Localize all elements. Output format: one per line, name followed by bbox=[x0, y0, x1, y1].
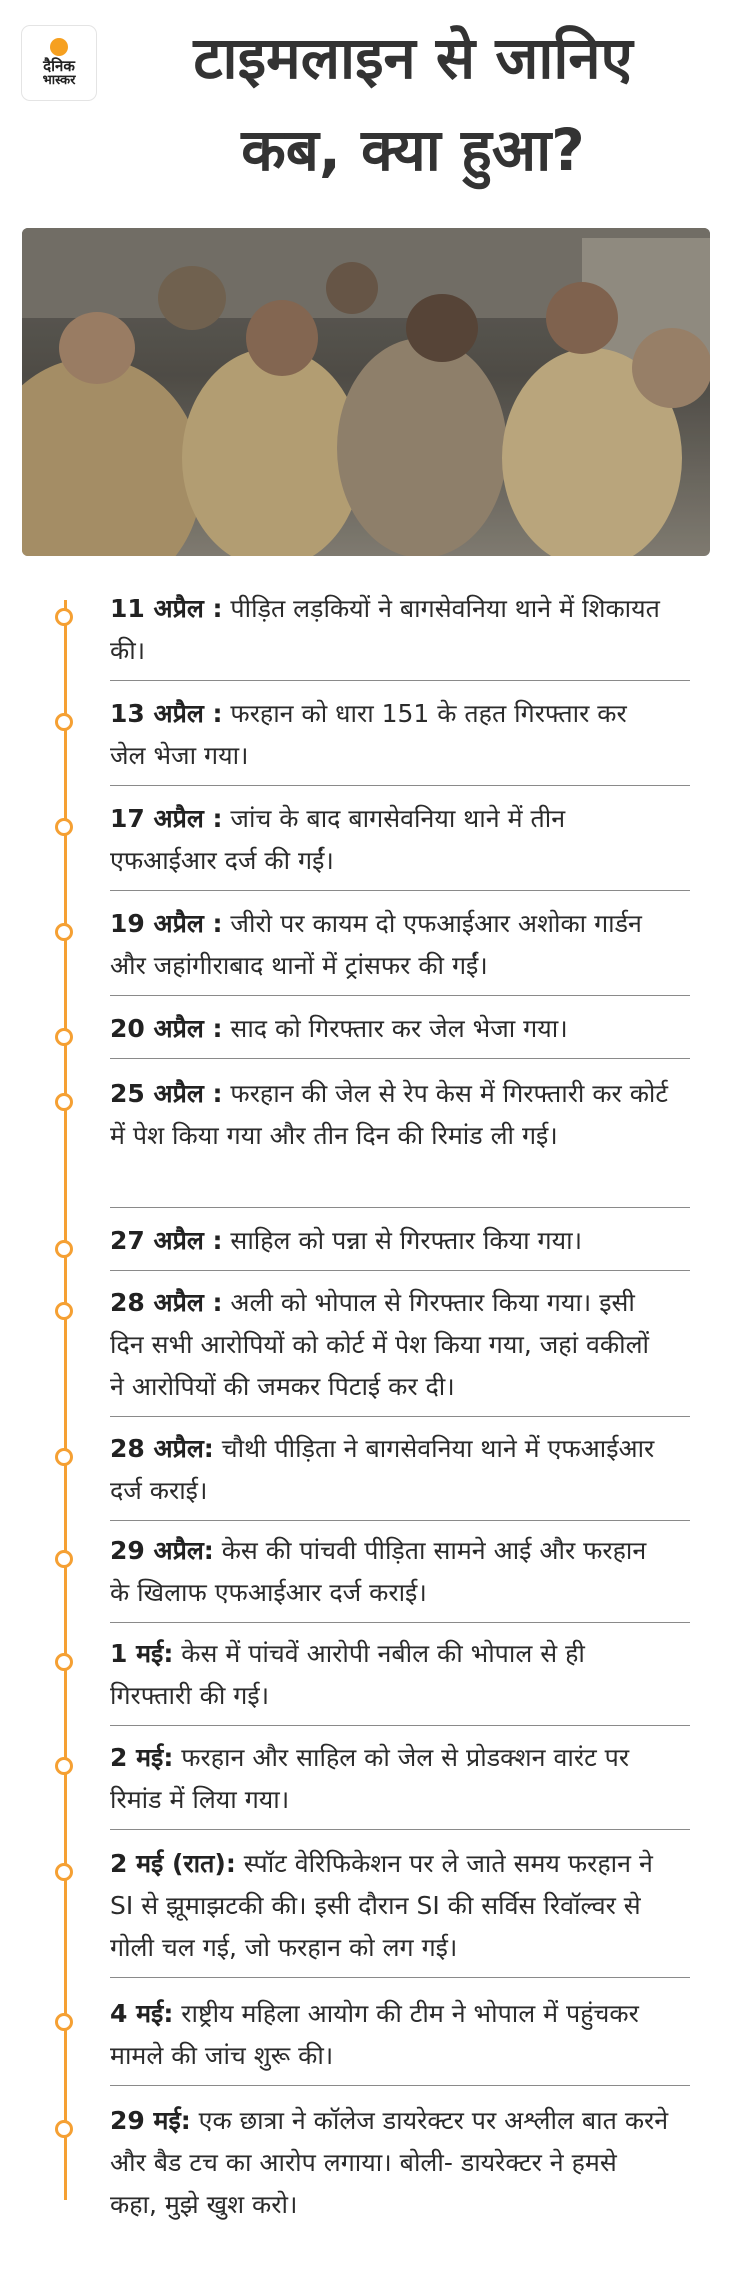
timeline-event bbox=[110, 1633, 670, 1717]
timeline-event bbox=[110, 1993, 670, 2077]
timeline-event bbox=[110, 798, 670, 882]
timeline-dot bbox=[55, 1093, 73, 1111]
news-photo bbox=[22, 228, 710, 556]
event-date: 20 अप्रैल : bbox=[110, 1014, 223, 1043]
timeline-event bbox=[110, 1843, 670, 1969]
event-date: 13 अप्रैल : bbox=[110, 699, 223, 728]
timeline-dot bbox=[55, 2120, 73, 2138]
event-separator bbox=[110, 1058, 690, 1059]
event-separator bbox=[110, 785, 690, 786]
timeline-event bbox=[110, 1282, 670, 1408]
event-separator bbox=[110, 1416, 690, 1417]
event-separator bbox=[110, 1622, 690, 1623]
timeline-dot bbox=[55, 1448, 73, 1466]
timeline-dot bbox=[55, 1863, 73, 1881]
event-text: स्पॉट वेरिफिकेशन पर ले जाते समय फरहान ने SI से झूमाझटकी की। इसी दौरान SI की सर्विस रिवॉल्वर से गोली चल गई, जो फरहान को लग गई। bbox=[110, 1849, 653, 1962]
event-date: 19 अप्रैल : bbox=[110, 909, 223, 938]
event-date: 1 मई: bbox=[110, 1639, 174, 1668]
timeline-line bbox=[64, 600, 67, 2200]
timeline-event bbox=[110, 1220, 670, 1262]
timeline-event bbox=[110, 1428, 670, 1512]
timeline-event bbox=[110, 588, 670, 672]
timeline-dot bbox=[55, 1757, 73, 1775]
event-separator bbox=[110, 1520, 690, 1521]
headline-line-2: कब, क्या हुआ? bbox=[241, 116, 585, 184]
event-date: 29 अप्रैल: bbox=[110, 1536, 214, 1565]
timeline-dot bbox=[55, 818, 73, 836]
event-separator bbox=[110, 1725, 690, 1726]
timeline-event bbox=[110, 1008, 670, 1050]
timeline-dot bbox=[55, 2013, 73, 2031]
sun-icon bbox=[50, 38, 68, 56]
event-text: राष्ट्रीय महिला आयोग की टीम ने भोपाल में पहुंचकर मामले की जांच शुरू की। bbox=[110, 1999, 639, 2070]
event-separator bbox=[110, 1977, 690, 1978]
timeline-event bbox=[110, 1073, 670, 1157]
event-date: 2 मई (रात): bbox=[110, 1849, 236, 1878]
event-text: जांच के बाद बागसेवनिया थाने में तीन एफआईआर दर्ज की गईं। bbox=[110, 804, 566, 875]
event-date: 28 अप्रैल : bbox=[110, 1288, 223, 1317]
event-separator bbox=[110, 890, 690, 891]
timeline-event bbox=[110, 903, 670, 987]
event-text: चौथी पीड़िता ने बागसेवनिया थाने में एफआईआर दर्ज कराई। bbox=[110, 1434, 655, 1505]
dainik-bhaskar-logo bbox=[22, 26, 96, 100]
event-separator bbox=[110, 995, 690, 996]
event-date: 29 मई: bbox=[110, 2106, 191, 2135]
event-separator bbox=[110, 680, 690, 681]
timeline-event bbox=[110, 1737, 670, 1821]
event-separator bbox=[110, 2085, 690, 2086]
event-text: साद को गिरफ्तार कर जेल भेजा गया। bbox=[222, 1014, 568, 1043]
event-text: केस में पांचवें आरोपी नबील की भोपाल से ही गिरफ्तारी की गई। bbox=[110, 1639, 585, 1710]
police-crowd-illustration bbox=[22, 228, 710, 556]
event-text: फरहान को धारा 151 के तहत गिरफ्तार कर जेल भेजा गया। bbox=[110, 699, 627, 770]
event-date: 25 अप्रैल : bbox=[110, 1079, 223, 1108]
event-text: अली को भोपाल से गिरफ्तार किया गया। इसी दिन सभी आरोपियों को कोर्ट में पेश किया गया, जहां वकीलों ने आरोपियों की जमकर पिटाई कर दी। bbox=[110, 1288, 649, 1401]
headline-line-1: टाइमलाइन से जानिए bbox=[193, 24, 633, 92]
event-text: जीरो पर कायम दो एफआईआर अशोका गार्डन और जहांगीराबाद थानों में ट्रांसफर की गईं। bbox=[110, 909, 642, 980]
event-date: 28 अप्रैल: bbox=[110, 1434, 214, 1463]
timeline-dot bbox=[55, 1653, 73, 1671]
timeline-event bbox=[110, 1530, 670, 1614]
event-date: 17 अप्रैल : bbox=[110, 804, 223, 833]
event-text: फरहान की जेल से रेप केस में गिरफ्तारी कर कोर्ट में पेश किया गया और तीन दिन की रिमांड ली गई। bbox=[110, 1079, 669, 1150]
timeline-dot bbox=[55, 1550, 73, 1568]
timeline-dot bbox=[55, 1028, 73, 1046]
logo-line-1: दैनिक bbox=[43, 57, 75, 75]
event-text: फरहान और साहिल को जेल से प्रोडक्शन वारंट पर रिमांड में लिया गया। bbox=[110, 1743, 630, 1814]
event-date: 11 अप्रैल : bbox=[110, 594, 223, 623]
event-text: पीड़ित लड़कियों ने बागसेवनिया थाने में शिकायत की। bbox=[110, 594, 660, 665]
event-text: एक छात्रा ने कॉलेज डायरेक्टर पर अश्लील बात करने और बैड टच का आरोप लगाया। बोली- डायरेक्टर ने हमसे कहा, मुझे खुश करो। bbox=[110, 2106, 669, 2219]
timeline-dot bbox=[55, 923, 73, 941]
event-separator bbox=[110, 1829, 690, 1830]
timeline-dot bbox=[55, 1302, 73, 1320]
logo-line-2: भास्कर bbox=[42, 73, 76, 88]
event-date: 4 मई: bbox=[110, 1999, 174, 2028]
timeline-dot bbox=[55, 713, 73, 731]
event-separator bbox=[110, 1207, 690, 1208]
timeline-dot bbox=[55, 1240, 73, 1258]
event-date: 2 मई: bbox=[110, 1743, 174, 1772]
event-date: 27 अप्रैल : bbox=[110, 1226, 223, 1255]
timeline-event bbox=[110, 693, 670, 777]
event-text: साहिल को पन्ना से गिरफ्तार किया गया। bbox=[222, 1226, 583, 1255]
event-separator bbox=[110, 1270, 690, 1271]
event-text: केस की पांचवी पीड़िता सामने आई और फरहान के खिलाफ एफआईआर दर्ज कराई। bbox=[110, 1536, 647, 1607]
timeline-dot bbox=[55, 608, 73, 626]
timeline-event bbox=[110, 2100, 670, 2226]
